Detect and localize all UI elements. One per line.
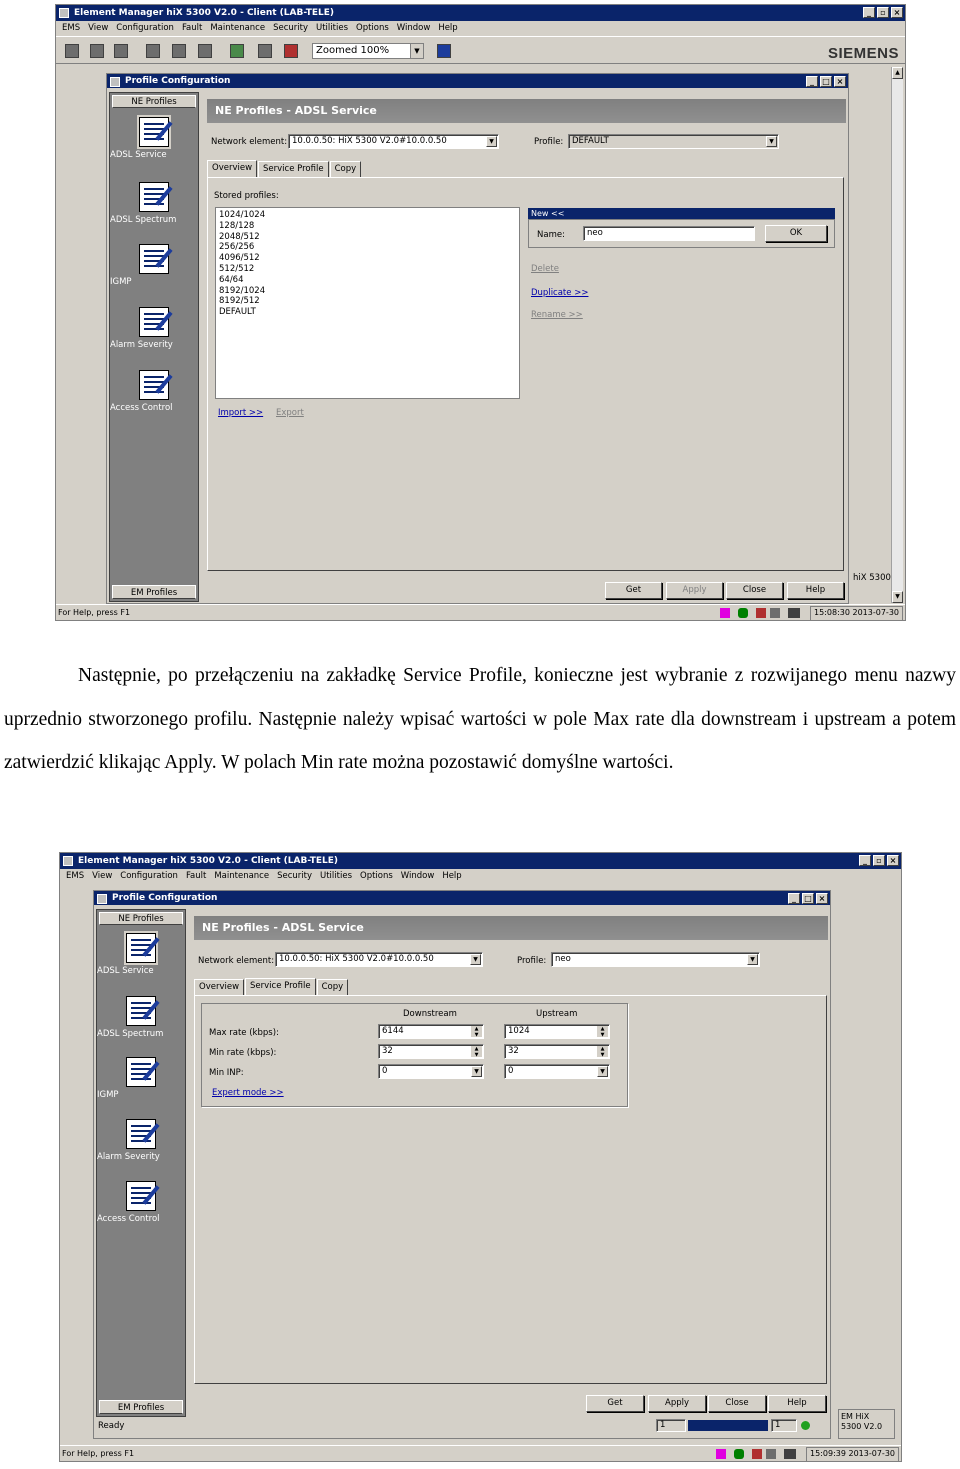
zoom-select[interactable] xyxy=(312,43,424,59)
inner-minimize-button[interactable]: _ xyxy=(806,76,818,87)
network-element-label: Network element: xyxy=(198,956,275,966)
inner-titlebar xyxy=(107,74,848,88)
import-link[interactable]: Import >> xyxy=(218,408,264,418)
min-rate-label: Min rate (kbps): xyxy=(209,1048,277,1058)
network-icon[interactable] xyxy=(258,44,272,58)
alarm-status-icon xyxy=(756,608,766,618)
chevron-down-icon: ▼ xyxy=(470,954,481,965)
menu-window[interactable]: Window xyxy=(400,871,435,881)
min-rate-downstream-value: 32 xyxy=(382,1046,393,1056)
menu-maintenance[interactable]: Maintenance xyxy=(210,23,266,33)
help-button[interactable]: Help xyxy=(787,582,844,599)
window-icon xyxy=(110,77,120,87)
sidebar-item-igmp[interactable] xyxy=(97,1057,185,1115)
menu-view[interactable]: View xyxy=(92,871,113,881)
profile-icon xyxy=(126,1057,156,1087)
app-title: Element Manager hiX 5300 V2.0 - Client (LAB-TELE) xyxy=(78,856,339,866)
status-clock xyxy=(810,606,903,621)
network-element-select[interactable] xyxy=(288,134,499,149)
tab-copy[interactable]: Copy xyxy=(330,161,362,177)
sidebar-item-access-control[interactable] xyxy=(97,1181,185,1239)
tools-status-icon xyxy=(770,608,780,618)
name-label: Name: xyxy=(537,230,565,240)
close-dialog-button[interactable]: Close xyxy=(708,1395,766,1412)
menu-utilities[interactable]: Utilities xyxy=(320,871,352,881)
tab-overview[interactable]: Overview xyxy=(207,160,257,177)
sidebar-item-access-control[interactable] xyxy=(110,370,198,428)
duplicate-link[interactable]: Duplicate >> xyxy=(531,288,589,298)
stored-profiles-list[interactable] xyxy=(215,207,520,399)
inner-maximize-button[interactable]: □ xyxy=(802,893,814,904)
menubar xyxy=(56,21,905,36)
profile-icon xyxy=(139,370,169,400)
menu-configuration[interactable]: Configuration xyxy=(116,23,174,33)
side-label-box xyxy=(838,1409,895,1439)
chevron-down-icon: ▼ xyxy=(486,136,497,147)
config-icon[interactable] xyxy=(114,44,128,58)
menu-fault[interactable]: Fault xyxy=(185,871,207,881)
app-title: Element Manager hiX 5300 V2.0 - Client (LAB-TELE) xyxy=(74,8,335,18)
scroll-up-icon[interactable]: ▲ xyxy=(892,67,903,79)
name-input[interactable] xyxy=(583,226,755,241)
upstream-header: Upstream xyxy=(536,1009,578,1019)
menu-fault[interactable]: Fault xyxy=(181,23,203,33)
profile-config-window xyxy=(93,890,831,1439)
inner-title: Profile Configuration xyxy=(125,76,231,86)
status-time: 15:09:39 xyxy=(810,1449,846,1458)
delete-link[interactable]: Delete xyxy=(531,264,559,274)
tools-status-icon xyxy=(766,1449,776,1459)
profile-select[interactable] xyxy=(551,952,760,967)
max-rate-upstream-value: 1024 xyxy=(508,1026,530,1036)
network-element-label: Network element: xyxy=(211,137,288,147)
profile-select[interactable] xyxy=(568,134,779,149)
sync-status-icon xyxy=(788,608,800,618)
list-item[interactable]: 4096/512 xyxy=(219,253,260,264)
max-rate-label: Max rate (kbps): xyxy=(209,1028,279,1038)
help-icon[interactable] xyxy=(437,44,451,58)
status-date: 2013-07-30 xyxy=(848,1449,895,1458)
network-element-value: 10.0.0.50: HiX 5300 V2.0#10.0.0.50 xyxy=(292,136,447,146)
menubar xyxy=(60,869,901,884)
spinner-icon[interactable]: ▲ ▼ xyxy=(471,1046,482,1057)
sidebar-item-label: Alarm Severity xyxy=(97,1152,160,1162)
close-dialog-button[interactable]: Close xyxy=(726,582,783,599)
menu-view[interactable]: View xyxy=(88,23,109,33)
list-item[interactable]: 64/64 xyxy=(219,274,244,285)
list-item[interactable]: 8192/1024 xyxy=(219,285,266,296)
tab-strip xyxy=(207,161,362,177)
sidebar-item-adsl-service[interactable] xyxy=(110,117,198,175)
min-rate-upstream-input[interactable] xyxy=(504,1044,610,1059)
export-link[interactable]: Export xyxy=(276,408,304,418)
profile-icon xyxy=(126,996,156,1026)
menu-help[interactable]: Help xyxy=(438,23,458,33)
app-titlebar xyxy=(56,5,905,21)
tab-strip xyxy=(194,979,349,995)
spinner-icon[interactable]: ▲ ▼ xyxy=(471,1026,482,1037)
chevron-down-icon: ▼ xyxy=(747,954,758,965)
rates-groupbox xyxy=(201,1003,628,1107)
status-time: 15:08:30 xyxy=(814,608,850,617)
sidebar-foot[interactable]: EM Profiles xyxy=(112,585,196,599)
list-item[interactable]: 512/512 xyxy=(219,263,255,274)
sidebar-item-label: IGMP xyxy=(110,277,132,287)
list-item[interactable]: DEFAULT xyxy=(219,307,256,318)
brand-logo: SIEMENS xyxy=(827,45,899,62)
get-button[interactable]: Get xyxy=(605,582,662,599)
min-inp-downstream-value: 0 xyxy=(382,1066,388,1076)
menu-ems[interactable]: EMS xyxy=(66,871,85,881)
toolbar xyxy=(56,36,905,64)
profile-icon xyxy=(126,933,156,963)
profile-icon xyxy=(126,1181,156,1211)
apply-button[interactable]: Apply xyxy=(666,582,723,599)
tab-panel xyxy=(207,177,844,571)
sidebar-item-label: ADSL Spectrum xyxy=(97,1029,164,1039)
max-rate-downstream-value: 6144 xyxy=(382,1026,404,1036)
minimize-button[interactable]: _ xyxy=(859,855,871,866)
sidebar-item-label: IGMP xyxy=(97,1090,119,1100)
spinner-icon[interactable]: ▲ ▼ xyxy=(597,1026,608,1037)
main-scrollbar[interactable] xyxy=(891,67,903,603)
rename-link[interactable]: Rename >> xyxy=(531,310,583,320)
stop-icon[interactable] xyxy=(198,44,212,58)
zoom-value: Zoomed 100% xyxy=(316,45,390,56)
sidebar-item-label: ADSL Service xyxy=(110,150,167,160)
alarm-icon[interactable] xyxy=(284,44,298,58)
profile-value: neo xyxy=(555,954,571,964)
min-rate-downstream-input[interactable] xyxy=(378,1044,484,1059)
menu-help[interactable]: Help xyxy=(442,871,462,881)
get-button[interactable]: Get xyxy=(586,1395,644,1412)
screenshot-2-window xyxy=(59,852,902,1462)
chevron-down-icon: ▼ xyxy=(597,1066,608,1077)
save-icon[interactable] xyxy=(90,44,104,58)
status-indicator-green xyxy=(738,608,748,618)
page-title: NE Profiles - ADSL Service xyxy=(207,99,846,123)
tab-copy[interactable]: Copy xyxy=(317,979,349,995)
sidebar-item-label: Access Control xyxy=(110,403,173,413)
restore-button[interactable]: ▫ xyxy=(877,7,889,18)
min-inp-label: Min INP: xyxy=(209,1068,244,1078)
profile-icon xyxy=(139,307,169,337)
profile-sidebar xyxy=(96,909,186,1417)
min-inp-upstream-value: 0 xyxy=(508,1066,514,1076)
ok-button[interactable]: OK xyxy=(765,225,827,242)
tab-overview[interactable]: Overview xyxy=(194,979,244,995)
sidebar-item-alarm-severity[interactable] xyxy=(110,307,198,365)
ready-status: Ready xyxy=(98,1421,125,1431)
status-text: For Help, press F1 xyxy=(58,608,131,617)
minimize-button[interactable]: _ xyxy=(863,7,875,18)
progress-bar xyxy=(688,1420,768,1431)
sidebar-item-label: ADSL Service xyxy=(97,966,154,976)
inner-titlebar xyxy=(94,891,830,905)
list-item[interactable]: 8192/512 xyxy=(219,296,260,307)
stored-profiles-label: Stored profiles: xyxy=(214,191,279,201)
copy-icon[interactable] xyxy=(146,44,160,58)
menu-configuration[interactable]: Configuration xyxy=(120,871,178,881)
network-element-select[interactable] xyxy=(275,952,483,967)
sync-status-icon xyxy=(784,1449,796,1459)
list-item[interactable]: 128/128 xyxy=(219,220,255,231)
side-label: EM HiX 5300 V2.0 xyxy=(841,1412,883,1431)
menu-ems[interactable]: EMS xyxy=(62,23,81,33)
screenshot-1-window xyxy=(55,4,906,621)
downstream-header: Downstream xyxy=(403,1009,457,1019)
sidebar-item-alarm-severity[interactable] xyxy=(97,1119,185,1177)
name-value: neo xyxy=(587,228,603,238)
sidebar-item-label: ADSL Spectrum xyxy=(110,215,177,225)
tab-service-profile[interactable]: Service Profile xyxy=(258,161,329,177)
apply-button[interactable]: Apply xyxy=(648,1395,706,1412)
chevron-down-icon: ▼ xyxy=(410,44,423,58)
properties-icon[interactable] xyxy=(65,44,79,58)
new-profile-box xyxy=(528,219,835,248)
app-icon xyxy=(63,856,73,866)
app-titlebar xyxy=(60,853,901,869)
min-rate-upstream-value: 32 xyxy=(508,1046,519,1056)
status-text: For Help, press F1 xyxy=(62,1449,135,1458)
page-title: NE Profiles - ADSL Service xyxy=(194,916,828,940)
cut-icon[interactable] xyxy=(172,44,186,58)
profile-config-window xyxy=(106,73,849,604)
profile-icon xyxy=(139,117,169,147)
sidebar-item-adsl-spectrum[interactable] xyxy=(97,996,185,1054)
sidebar-item-adsl-service[interactable] xyxy=(97,933,185,991)
chevron-down-icon: ▼ xyxy=(766,136,777,147)
help-button[interactable]: Help xyxy=(768,1395,826,1412)
chevron-down-icon: ▼ xyxy=(471,1066,482,1077)
window-icon xyxy=(97,894,107,904)
status-date: 2013-07-30 xyxy=(852,608,899,617)
list-item[interactable]: 1024/1024 xyxy=(219,210,266,220)
menu-utilities[interactable]: Utilities xyxy=(316,23,348,33)
page-left-value: 1 xyxy=(660,1420,666,1430)
statusbar xyxy=(56,604,905,620)
expert-mode-link[interactable]: Expert mode >> xyxy=(212,1088,284,1098)
profile-icon xyxy=(139,244,169,274)
new-profile-header[interactable]: New << xyxy=(528,208,835,219)
profile-label: Profile: xyxy=(517,956,547,966)
menu-options[interactable]: Options xyxy=(356,23,389,33)
inner-minimize-button[interactable]: _ xyxy=(788,893,800,904)
sidebar-item-label: Access Control xyxy=(97,1214,160,1224)
sidebar-item-adsl-spectrum[interactable] xyxy=(110,182,198,240)
profile-sidebar xyxy=(109,92,199,602)
spinner-icon[interactable]: ▲ ▼ xyxy=(597,1046,608,1057)
max-rate-downstream-input[interactable] xyxy=(378,1024,484,1039)
app-icon xyxy=(59,8,69,18)
status-indicator-green xyxy=(734,1449,744,1459)
inner-title: Profile Configuration xyxy=(112,893,218,903)
close-button[interactable]: × xyxy=(887,855,899,866)
profile-icon xyxy=(126,1119,156,1149)
sidebar-item-label: Alarm Severity xyxy=(110,340,173,350)
side-label: hiX 5300 xyxy=(853,573,891,583)
page-field-left xyxy=(656,1419,686,1432)
profile-icon xyxy=(139,182,169,212)
document-paragraph: Następnie, po przełączeniu na zakładkę Service Profile, konieczne jest wybranie z rozwijanego menu nazwy uprzednio stworzonego profilu. Następnie należy wpisać wartości w pole Max rate dla downstream i upstream a potem zatwierdzić klikając Apply. W polach Min rate można pozostawić domyślne wartości. xyxy=(4,665,956,773)
inner-close-button[interactable]: × xyxy=(816,893,828,904)
inner-maximize-button[interactable]: □ xyxy=(820,76,832,87)
sidebar-foot[interactable]: EM Profiles xyxy=(99,1400,183,1414)
restore-button[interactable]: ▫ xyxy=(873,855,885,866)
sidebar-head[interactable]: NE Profiles xyxy=(112,95,196,108)
statusbar xyxy=(60,1445,901,1461)
max-rate-upstream-input[interactable] xyxy=(504,1024,610,1039)
sidebar-item-igmp[interactable] xyxy=(110,244,198,302)
menu-maintenance[interactable]: Maintenance xyxy=(214,871,270,881)
menu-window[interactable]: Window xyxy=(396,23,431,33)
tools-icon[interactable] xyxy=(230,44,244,58)
close-button[interactable]: × xyxy=(891,7,903,18)
page-field-right xyxy=(771,1419,797,1432)
alarm-status-icon xyxy=(752,1449,762,1459)
list-item[interactable]: 2048/512 xyxy=(219,231,260,242)
status-indicator-magenta xyxy=(720,608,730,618)
network-element-value: 10.0.0.50: HiX 5300 V2.0#10.0.0.50 xyxy=(279,954,434,964)
page-right-value: 1 xyxy=(775,1420,781,1430)
status-indicator-magenta xyxy=(716,1449,726,1459)
min-inp-upstream-select[interactable] xyxy=(504,1064,610,1079)
connection-status-icon xyxy=(801,1421,810,1430)
profile-label: Profile: xyxy=(534,137,564,147)
min-inp-downstream-select[interactable] xyxy=(378,1064,484,1079)
sidebar-head[interactable]: NE Profiles xyxy=(99,912,183,925)
menu-options[interactable]: Options xyxy=(360,871,393,881)
menu-security[interactable]: Security xyxy=(273,23,308,33)
inner-close-button[interactable]: × xyxy=(834,76,846,87)
menu-security[interactable]: Security xyxy=(277,871,312,881)
status-clock xyxy=(806,1447,899,1462)
tab-service-profile[interactable]: Service Profile xyxy=(245,978,316,995)
profile-value: DEFAULT xyxy=(572,136,609,146)
list-item[interactable]: 256/256 xyxy=(219,242,255,253)
tab-panel xyxy=(194,995,827,1384)
scroll-down-icon[interactable]: ▼ xyxy=(892,591,903,603)
